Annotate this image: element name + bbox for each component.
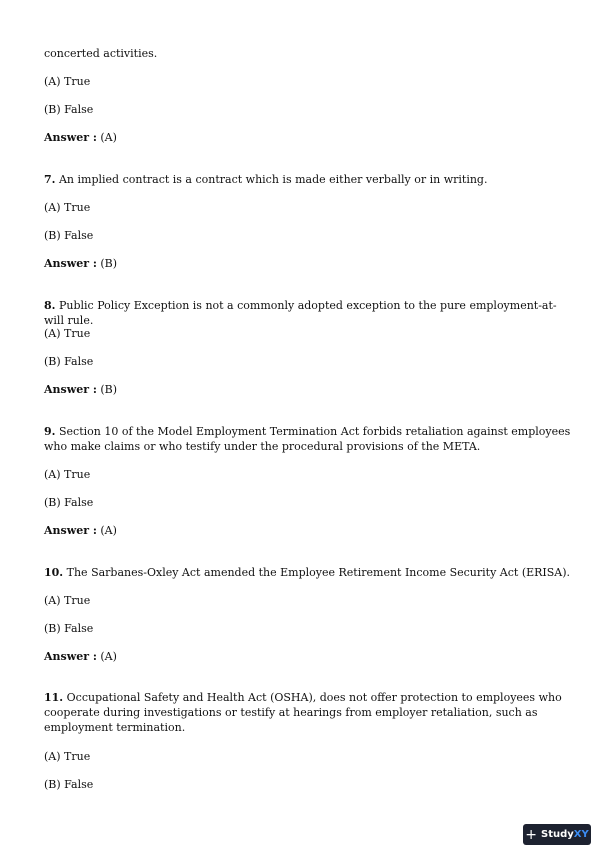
answer-label: Answer : (44, 131, 97, 144)
question-10-text (44, 565, 574, 580)
brand-name: StudyXY (541, 829, 589, 840)
question-text: Section 10 of the Model Employment Termination Act forbids retaliation against employees who make claims or who testify under the procedural provisions of the META. (44, 425, 571, 453)
question-9-option-b: (B) False (44, 496, 94, 509)
question-number: 10. (44, 566, 64, 579)
question-text: Occupational Safety and Health Act (OSHA), does not offer protection to employees who cooperate during investigations or testify at hearings from employer retaliation, such as employment termination. (44, 691, 562, 734)
question-7-option-a: (A) True (44, 201, 91, 214)
question-text: The Sarbanes-Oxley Act amended the Employee Retirement Income Security Act (ERISA). (66, 566, 571, 579)
question-9-answer (44, 523, 574, 538)
question-number: 8. (44, 299, 56, 312)
question-10-option-a: (A) True (44, 594, 91, 607)
question-7-answer (44, 256, 574, 271)
answer-value: (B) (100, 383, 118, 396)
question-11-option-b: (B) False (44, 778, 94, 791)
question-number: 9. (44, 425, 56, 438)
answer-value: (A) (100, 650, 117, 663)
plus-icon: + (525, 826, 537, 843)
prev-question-text: concerted activities. (44, 47, 158, 60)
question-11-option-a: (A) True (44, 750, 91, 763)
prev-answer (44, 130, 574, 145)
question-number: 11. (44, 691, 64, 704)
question-7-text (44, 172, 574, 187)
answer-label: Answer : (44, 524, 97, 537)
answer-label: Answer : (44, 650, 97, 663)
answer-label: Answer : (44, 257, 97, 270)
question-10-answer (44, 649, 574, 664)
answer-value: (B) (100, 257, 118, 270)
question-11-text (44, 690, 574, 735)
question-8-option-b: (B) False (44, 355, 94, 368)
question-number: 7. (44, 173, 56, 186)
question-9-text (44, 424, 574, 454)
question-8-answer (44, 382, 574, 397)
answer-value: (A) (100, 131, 117, 144)
studyxy-logo (523, 824, 591, 845)
question-text: Public Policy Exception is not a commonly adopted exception to the pure employment-at-will rule. (44, 299, 557, 327)
question-9-option-a: (A) True (44, 468, 91, 481)
prev-option-a: (A) True (44, 75, 91, 88)
question-7-option-b: (B) False (44, 229, 94, 242)
question-8-text (44, 298, 574, 328)
question-10-option-b: (B) False (44, 622, 94, 635)
prev-option-b: (B) False (44, 103, 94, 116)
answer-label: Answer : (44, 383, 97, 396)
answer-value: (A) (100, 524, 117, 537)
question-8-option-a: (A) True (44, 327, 91, 340)
question-text: An implied contract is a contract which is made either verbally or in writing. (58, 173, 488, 186)
